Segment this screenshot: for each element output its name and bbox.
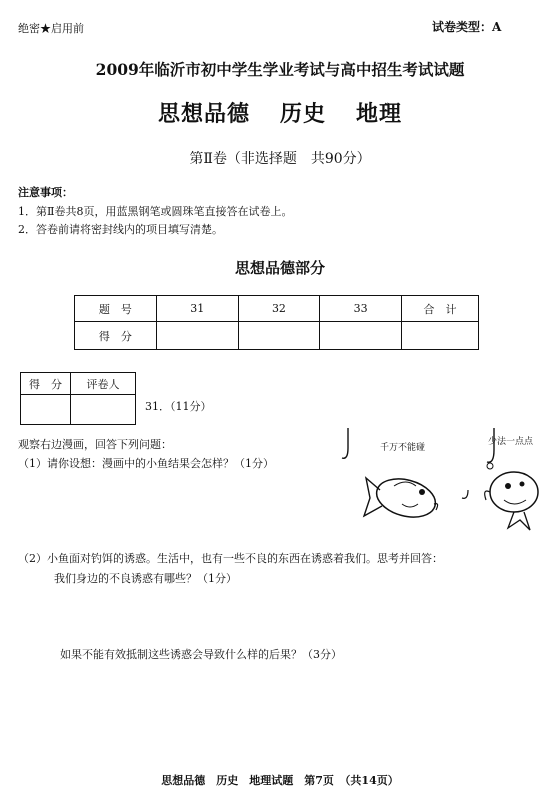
subject-geography: 地理 [356, 101, 403, 127]
question-1: （1）请你设想：漫画中的小鱼结果会怎样？（1分） [18, 457, 274, 470]
subject-line [0, 97, 560, 128]
question-number: 31．（11分） [145, 400, 212, 413]
grader-name-cell[interactable] [70, 395, 135, 425]
score-cell-33[interactable] [320, 322, 402, 350]
score-table-header-32: 32 [238, 296, 320, 322]
score-table-header-31: 31 [156, 296, 238, 322]
question-2-line-2: 我们身边的不良诱惑有哪些？（1分） [54, 572, 237, 585]
page-footer: 思想品德 历史 地理试题 第7页 （共14页） [161, 774, 399, 787]
subject-civics: 思想品德 [157, 101, 250, 127]
bait-icon [487, 463, 493, 469]
hook-left [342, 448, 348, 458]
score-cell-total[interactable] [402, 322, 479, 350]
question-2-line-1: （2）小鱼面对钓饵的诱惑。生活中，也有一些不良的东西在诱惑着我们。思考并回答： [18, 552, 443, 565]
fish-cartoon [318, 420, 554, 535]
paper-type-label: 试卷类型：A [432, 20, 502, 34]
fish-right [485, 472, 538, 530]
score-table-header-label: 题 号 [75, 296, 157, 322]
cartoon-caption-right: 少法一点点 [488, 437, 534, 447]
exam-title: 2009年临沂市初中学生学业考试与高中招生考试试题 [95, 60, 465, 79]
hook-right [487, 450, 494, 462]
score-table-header-total: 合 计 [402, 296, 479, 322]
note-item-2: 2．答卷前请将密封线内的项目填写清楚。 [18, 223, 223, 236]
section-title: 思想品德部分 [234, 259, 325, 277]
notes-heading: 注意事项： [18, 186, 73, 199]
volume-heading: 第Ⅱ卷（非选择题 共90分） [189, 151, 371, 167]
secret-label: 绝密★启用前 [18, 22, 84, 35]
score-table-header-33: 33 [320, 296, 402, 322]
cartoon-caption-left: 千万不能碰 [380, 443, 426, 453]
question-3: 如果不能有效抵制这些诱惑会导致什么样的后果？（3分） [60, 648, 342, 661]
subject-history: 历史 [279, 101, 326, 127]
grader-table-score-header: 得 分 [21, 373, 71, 395]
score-table-row-label: 得 分 [75, 322, 157, 350]
score-cell-31[interactable] [156, 322, 238, 350]
hook-middle [462, 490, 468, 498]
grader-table-grader-header: 评卷人 [70, 373, 135, 395]
score-table [74, 295, 479, 350]
grader-score-cell[interactable] [21, 395, 71, 425]
grader-table [20, 372, 136, 425]
note-item-1: 1．第Ⅱ卷共8页，用蓝黑钢笔或圆珠笔直接答在试卷上。 [18, 205, 293, 218]
score-cell-32[interactable] [238, 322, 320, 350]
fish-left [364, 473, 440, 523]
question-intro: 观察右边漫画，回答下列问题： [18, 438, 172, 451]
